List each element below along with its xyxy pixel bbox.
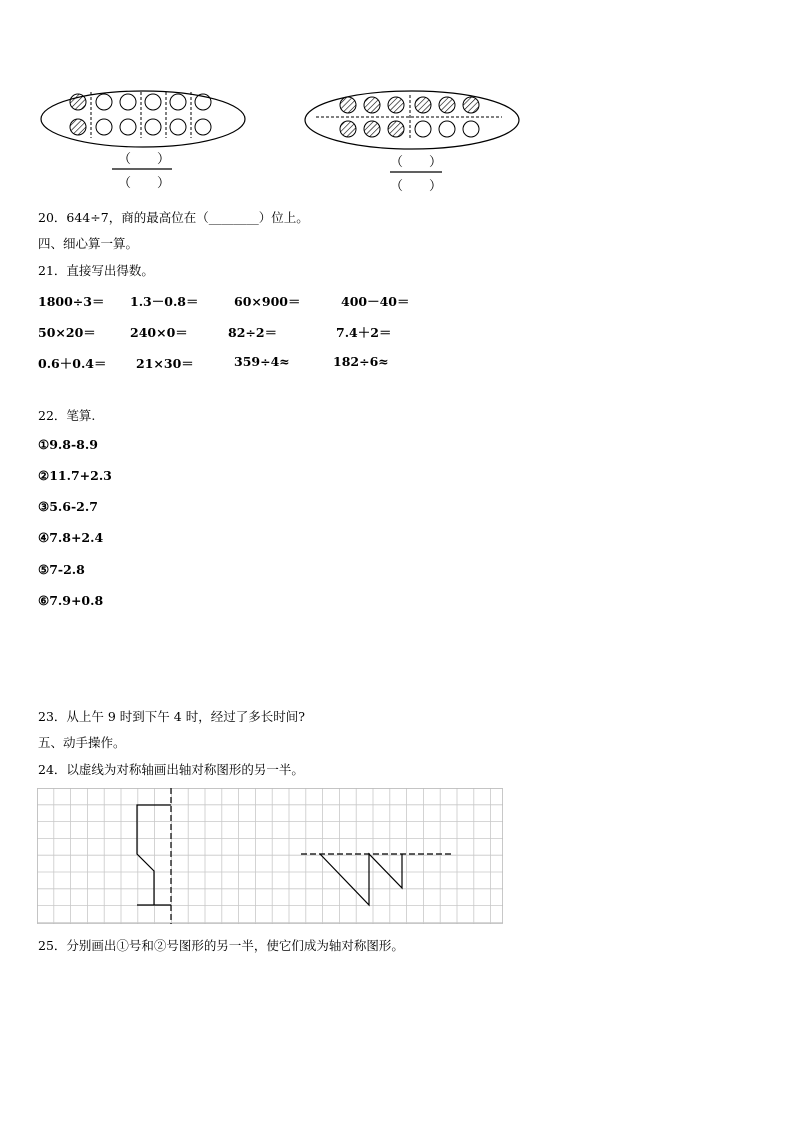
q22-item-1: ①9.8-8.9 <box>38 437 98 452</box>
section5-title: 五、动手操作。 <box>38 735 126 750</box>
q21-r1c1: 1800÷3＝ <box>38 294 105 309</box>
q21-r3c1: 0.6＋0.4＝ <box>38 356 107 371</box>
q22-item-3: ③5.6-2.7 <box>38 499 98 514</box>
q21-title: 21．直接写出得数。 <box>38 263 154 278</box>
q21-r2c1: 50×20＝ <box>38 325 96 340</box>
q21-r2c2: 240×0＝ <box>130 325 188 340</box>
q23-text: 23．从上午 9 时到下午 4 时，经过了多长时间? <box>38 709 305 724</box>
q24-text: 24．以虚线为对称轴画出轴对称图形的另一半。 <box>38 762 304 777</box>
q21-r2c4: 7.4＋2＝ <box>336 325 392 340</box>
q22-title: 22．笔算. <box>38 408 96 423</box>
right-fraction-numerator: （ ） <box>390 155 443 170</box>
right-fraction-denominator: （ ） <box>390 179 443 194</box>
q21-r3c2: 21×30＝ <box>136 356 194 371</box>
q21-r2c3: 82÷2＝ <box>228 325 278 340</box>
q20-text: 20．644÷7，商的最高位在（________）位上。 <box>38 210 309 225</box>
q21-r1c4: 400－40＝ <box>341 294 410 309</box>
q21-r3c4: 182÷6≈ <box>333 354 389 369</box>
q22-item-2: ②11.7+2.3 <box>38 468 112 483</box>
q21-r1c3: 60×900＝ <box>234 294 301 309</box>
left-fraction-numerator: （ ） <box>118 152 171 167</box>
q21-r1c2: 1.3－0.8＝ <box>130 294 199 309</box>
right-fraction-bar <box>390 170 442 174</box>
q22-item-5: ⑤7-2.8 <box>38 562 85 577</box>
q22-item-6: ⑥7.9+0.8 <box>38 593 104 608</box>
q25-text: 25．分别画出①号和②号图形的另一半，使它们成为轴对称图形。 <box>38 938 404 953</box>
left-fraction-denominator: （ ） <box>118 176 171 191</box>
left-circle-figure <box>38 84 258 154</box>
q22-item-4: ④7.8+2.4 <box>38 530 104 545</box>
left-fraction-bar <box>112 167 172 171</box>
right-circle-figure <box>302 85 527 155</box>
section4-title: 四、细心算一算。 <box>38 236 139 251</box>
q21-r3c3: 359÷4≈ <box>234 354 290 369</box>
symmetry-grid <box>37 788 503 924</box>
